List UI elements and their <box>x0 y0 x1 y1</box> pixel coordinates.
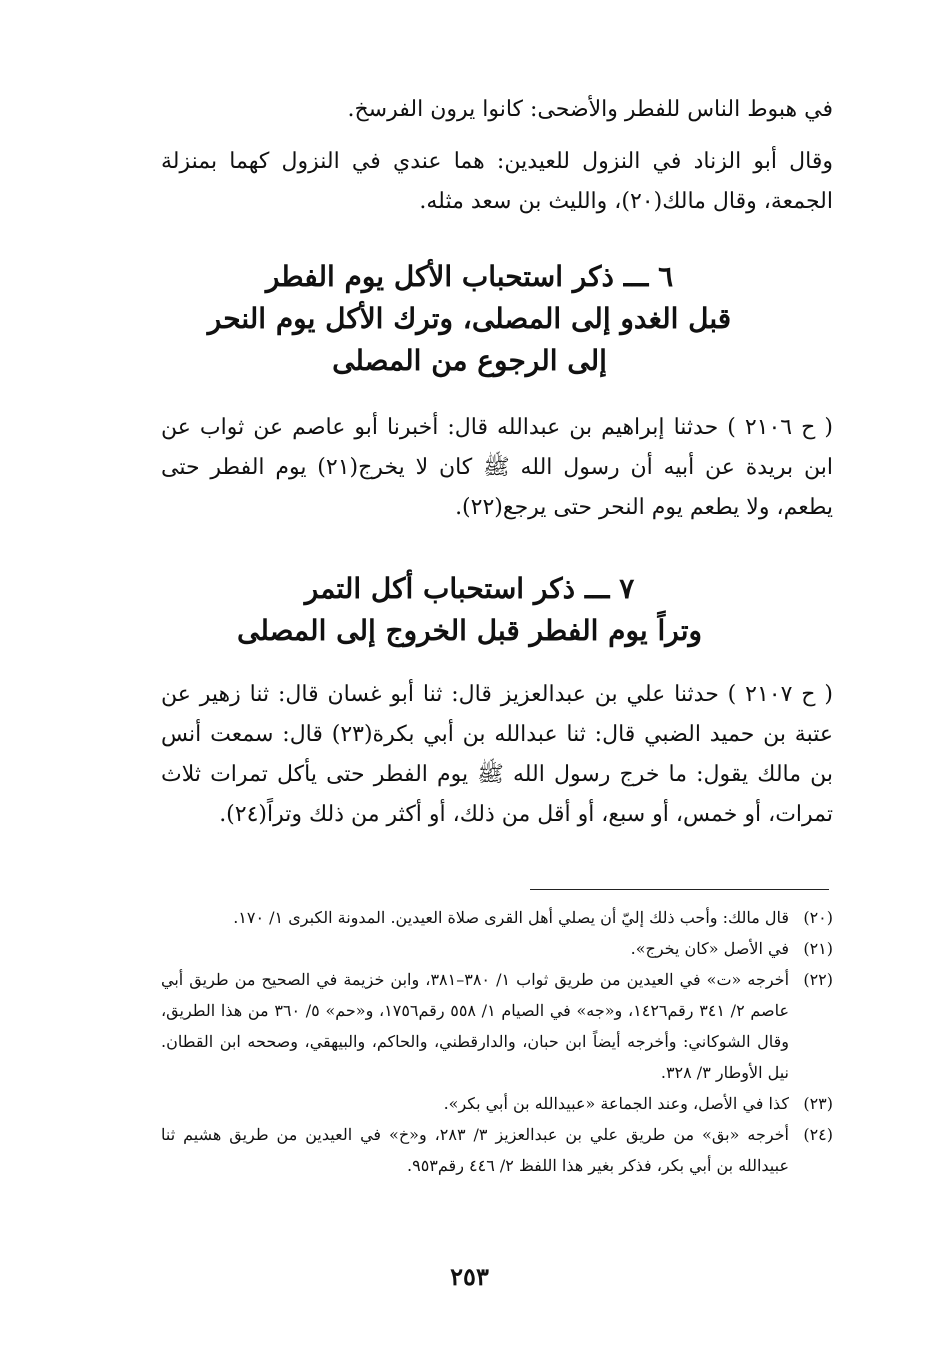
footnote-separator <box>530 889 829 890</box>
footnote-number: (٢٤) <box>803 1125 833 1144</box>
section-7-heading-line-2: وتراً يوم الفطر قبل الخروج إلى المصلى <box>236 614 703 647</box>
footnote-number: (٢١) <box>803 939 833 958</box>
intro-line: في هبوط الناس للفطر والأضحى: كانوا يرون الفرسخ. <box>347 97 833 122</box>
section-6-heading-line-2: قبل الغدو إلى المصلى، وترك الأكل يوم النحر <box>207 302 732 335</box>
footnote-number: (٢٢) <box>803 970 833 989</box>
intro-paragraph: وقال أبو الزناد في النزول للعيدين: هما عندي في النزول كهما بمنزلة الجمعة، وقال مالك(٢٠)، والليث بن سعد مثله. <box>161 149 833 214</box>
footnote-21 <box>161 933 833 964</box>
footnote-text: أخرجه «بق» من طريق علي بن عبدالعزيز ٣/ ٢٨٣، و«خ» في العيدين من طريق هشيم ثنا عبيدالله بن أبي بكر، فذكر بغير هذا اللفظ ٢/ ٤٤٦ رقم٩٥٣. <box>161 1125 789 1175</box>
footnote-23 <box>161 1088 833 1119</box>
hadith-2106: ( ح ٢١٠٦ ) حدثنا إبراهيم بن عبدالله قال: أخبرنا أبو عاصم عن ثواب عن ابن بريدة عن أبيه أن رسول الله ﷺ كان لا يخرج(٢١) يوم الفطر حتى يطعم، ولا يطعم يوم النحر حتى يرجع(٢٢). <box>161 415 833 520</box>
section-7-heading <box>0 568 939 652</box>
footnote-text: قال مالك: وأحب ذلك إليّ أن يصلي أهل القرى صلاة العيدين. المدونة الكبرى ١/ ١٧٠. <box>233 908 789 927</box>
footnote-text: أخرجه «ت» في العيدين من طريق ثواب ١/ ٣٨٠–٣٨١، وابن خزيمة في الصحيح من طريق أبي عاصم ٢/ ٣٤١ رقم١٤٢٦، و«جه» في الصيام ١/ ٥٥٨ رقم١٧٥٦، و«حم» ٥/ ٣٦٠ من هذا الطريق، وقال الشوكاني: وأخرجه أيضاً ابن حبان، والدارقطني، والحاكم، والبيهقي، وصححه ابن القطان. نيل الأوطار ٣/ ٣٢٨. <box>161 970 790 1082</box>
footnote-24 <box>161 1119 833 1181</box>
section-6-heading <box>0 256 939 382</box>
footnote-text: كذا في الأصل، وعند الجماعة «عبيدالله بن أبي بكر». <box>443 1094 789 1113</box>
section-7-heading-line-1: ٧ ـــ ذكر استحباب أكل التمر <box>304 572 635 605</box>
footnote-20 <box>161 902 833 933</box>
section-6-heading-line-1: ٦ ـــ ذكر استحباب الأكل يوم الفطر <box>265 260 674 293</box>
footnote-text: في الأصل «كان يخرج». <box>630 939 789 958</box>
section-6-heading-line-3: إلى الرجوع من المصلى <box>332 344 607 377</box>
page-number: ٢٥٣ <box>450 1262 489 1291</box>
footnote-number: (٢٣) <box>803 1094 833 1113</box>
footnote-22 <box>161 964 833 1088</box>
hadith-2107: ( ح ٢١٠٧ ) حدثنا علي بن عبدالعزيز قال: ثنا أبو غسان قال: ثنا زهير عن عتبة بن حميد الضبي قال: ثنا عبدالله بن أبي بكرة(٢٣) قال: سمعت أنس بن مالك يقول: ما خرج رسول الله ﷺ يوم الفطر حتى يأكل تمرات ثلاث تمرات، أو خمس، أو سبع، أو أقل من ذلك، أو أكثر من ذلك وتراً(٢٤). <box>161 682 833 827</box>
footnote-number: (٢٠) <box>803 908 833 927</box>
footnotes <box>161 902 833 1181</box>
